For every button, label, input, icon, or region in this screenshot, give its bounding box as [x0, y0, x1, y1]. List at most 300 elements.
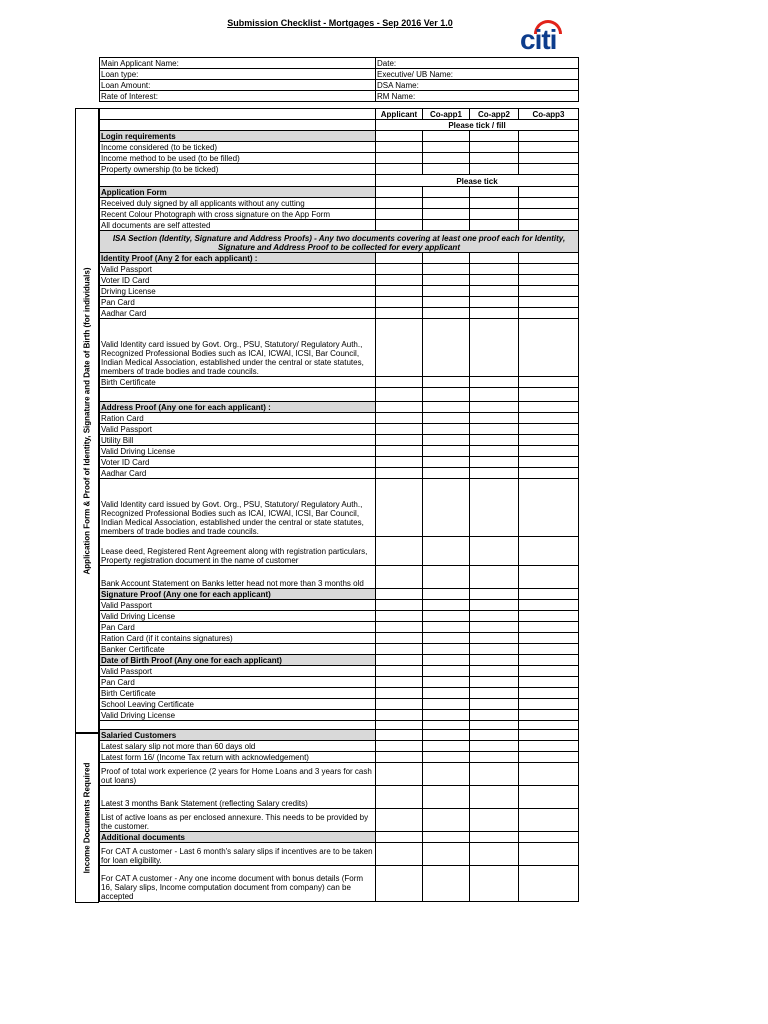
tick-box[interactable] [376, 153, 423, 164]
checklist-item: Voter ID Card [100, 275, 376, 286]
checklist-row [100, 388, 579, 402]
column-header: Co-app1 [423, 109, 470, 120]
tick-box[interactable] [376, 457, 423, 468]
tick-box[interactable] [376, 832, 423, 843]
checklist-item: For CAT A customer - Any one income document with bonus details (Form 16, Salary slips, Income computation document from company) can be accepted [100, 866, 376, 902]
tick-box[interactable] [376, 446, 423, 457]
blank-cell [100, 109, 376, 120]
tick-box[interactable] [519, 153, 579, 164]
tick-box[interactable] [376, 866, 423, 902]
tick-box[interactable] [470, 297, 519, 308]
tick-box[interactable] [519, 308, 579, 319]
tick-box[interactable] [423, 413, 470, 424]
checklist-row [100, 752, 579, 763]
tick-box[interactable] [519, 142, 579, 153]
tick-box[interactable] [423, 275, 470, 286]
tick-box[interactable] [376, 435, 423, 446]
tick-box[interactable] [470, 131, 519, 142]
checklist-row [100, 622, 579, 633]
tick-box[interactable] [519, 655, 579, 666]
tick-box[interactable] [470, 786, 519, 809]
checklist-item: Valid Driving License [100, 446, 376, 457]
checklist-item: Valid Identity card issued by Govt. Org., PSU, Statutory/ Regulatory Auth., Recognized Professional Bodies such as ICAI, ICWAI, ICSI, Bar Council, Indian Medical Association, established under the central or state statutes, members of trade bodies and trade councils. [100, 319, 376, 377]
checklist-item: Pan Card [100, 297, 376, 308]
checklist-item: Ration Card (if it contains signatures) [100, 633, 376, 644]
section-heading-row [100, 402, 579, 413]
tick-box[interactable] [423, 843, 470, 866]
tick-box[interactable] [470, 142, 519, 153]
tick-box[interactable] [376, 253, 423, 264]
tick-box[interactable] [376, 131, 423, 142]
checklist-item: Pan Card [100, 622, 376, 633]
tick-box[interactable] [470, 688, 519, 699]
tick-box[interactable] [376, 752, 423, 763]
tick-box[interactable] [519, 644, 579, 655]
checklist-item: List of active loans as per enclosed annexure. This needs to be provided by the customer. [100, 809, 376, 832]
tick-box[interactable] [519, 468, 579, 479]
tick-box[interactable] [470, 741, 519, 752]
tick-box[interactable] [376, 468, 423, 479]
blank-cell [100, 120, 376, 131]
checklist-row [100, 633, 579, 644]
isa-section-row [100, 231, 579, 253]
checklist-row [100, 763, 579, 786]
tick-box[interactable] [470, 622, 519, 633]
tick-box[interactable] [423, 198, 470, 209]
tick-box[interactable] [376, 809, 423, 832]
tick-box[interactable] [470, 763, 519, 786]
tick-box[interactable] [519, 446, 579, 457]
tick-box[interactable] [519, 721, 579, 730]
tick-box[interactable] [376, 666, 423, 677]
section-heading: Additional documents [100, 832, 376, 843]
tick-box[interactable] [470, 710, 519, 721]
tick-box[interactable] [470, 677, 519, 688]
checklist-item [100, 388, 376, 402]
tick-box[interactable] [470, 164, 519, 175]
tick-box[interactable] [519, 688, 579, 699]
checklist-item: Driving License [100, 286, 376, 297]
tick-box[interactable] [423, 741, 470, 752]
section-heading: Date of Birth Proof (Any one for each applicant) [100, 655, 376, 666]
tick-box[interactable] [519, 457, 579, 468]
tick-box[interactable] [376, 622, 423, 633]
checklist-item: Bank Account Statement on Banks letter head not more than 3 months old [100, 566, 376, 589]
tick-box[interactable] [376, 730, 423, 741]
tick-box[interactable] [376, 275, 423, 286]
tick-box[interactable] [423, 763, 470, 786]
checklist-item: Valid Driving License [100, 710, 376, 721]
tick-box[interactable] [376, 308, 423, 319]
tick-box[interactable] [470, 655, 519, 666]
please-tick-fill-row [100, 120, 579, 131]
tick-box[interactable] [519, 566, 579, 589]
tick-box[interactable] [423, 752, 470, 763]
tick-box[interactable] [519, 164, 579, 175]
checklist-item: Aadhar Card [100, 308, 376, 319]
checklist-row [100, 275, 579, 286]
tick-box[interactable] [519, 388, 579, 402]
checklist-row [100, 699, 579, 710]
tick-box[interactable] [423, 377, 470, 388]
header-field[interactable]: Rate of Interest: [100, 91, 376, 102]
tick-box[interactable] [423, 600, 470, 611]
tick-box[interactable] [376, 388, 423, 402]
side-label-income-text: Income Documents Required [82, 762, 92, 874]
checklist-item: Latest 3 months Bank Statement (reflecting Salary credits) [100, 786, 376, 809]
checklist-row [100, 413, 579, 424]
tick-box[interactable] [423, 297, 470, 308]
header-field[interactable]: DSA Name: [376, 80, 579, 91]
tick-box[interactable] [423, 457, 470, 468]
side-label-application-text: Application Form & Proof of Identity, Signature and Date of Birth (for individuals) [82, 267, 92, 574]
checklist-row [100, 600, 579, 611]
tick-box[interactable] [519, 537, 579, 566]
tick-box[interactable] [470, 666, 519, 677]
tick-box[interactable] [376, 142, 423, 153]
tick-box[interactable] [470, 446, 519, 457]
tick-box[interactable] [470, 633, 519, 644]
tick-box[interactable] [519, 220, 579, 231]
checklist-row [100, 457, 579, 468]
tick-box[interactable] [376, 710, 423, 721]
tick-box[interactable] [423, 644, 470, 655]
tick-box[interactable] [470, 209, 519, 220]
tick-box[interactable] [376, 402, 423, 413]
checklist-row [100, 644, 579, 655]
column-header-row [100, 109, 579, 120]
please-tick-row [100, 175, 579, 187]
tick-box[interactable] [470, 264, 519, 275]
tick-box[interactable] [470, 377, 519, 388]
tick-box[interactable] [423, 164, 470, 175]
checklist-row [100, 611, 579, 622]
tick-box[interactable] [423, 611, 470, 622]
tick-box[interactable] [423, 187, 470, 198]
checklist-item [100, 721, 376, 730]
tick-box[interactable] [519, 809, 579, 832]
checklist-item: Banker Certificate [100, 644, 376, 655]
tick-box[interactable] [470, 721, 519, 730]
citi-logo [520, 20, 572, 54]
tick-box[interactable] [519, 377, 579, 388]
tick-box[interactable] [423, 253, 470, 264]
checklist-row [100, 319, 579, 377]
tick-box[interactable] [376, 479, 423, 537]
column-header: Co-app2 [470, 109, 519, 120]
tick-box[interactable] [519, 741, 579, 752]
checklist-item: Lease deed, Registered Rent Agreement along with registration particulars, Property registration document in the name of customer [100, 537, 376, 566]
section-heading-row [100, 832, 579, 843]
tick-box[interactable] [423, 308, 470, 319]
tick-box[interactable] [470, 308, 519, 319]
tick-box[interactable] [519, 763, 579, 786]
tick-box[interactable] [470, 809, 519, 832]
tick-box[interactable] [470, 253, 519, 264]
tick-box[interactable] [376, 644, 423, 655]
tick-box[interactable] [423, 388, 470, 402]
tick-box[interactable] [519, 730, 579, 741]
tick-box[interactable] [470, 220, 519, 231]
section-heading-row [100, 589, 579, 600]
section-heading: Signature Proof (Any one for each applicant) [100, 589, 376, 600]
tick-box[interactable] [423, 710, 470, 721]
tick-box[interactable] [376, 424, 423, 435]
checklist-item: Latest form 16/ (Income Tax return with acknowledgement) [100, 752, 376, 763]
tick-box[interactable] [470, 479, 519, 537]
checklist-row [100, 721, 579, 730]
tick-box[interactable] [470, 611, 519, 622]
tick-box[interactable] [423, 435, 470, 446]
tick-box[interactable] [470, 286, 519, 297]
tick-box[interactable] [519, 275, 579, 286]
checklist-item: Proof of total work experience (2 years for Home Loans and 3 years for cash out loans) [100, 763, 376, 786]
checklist-row [100, 142, 579, 153]
tick-box[interactable] [376, 286, 423, 297]
checklist-row [100, 220, 579, 231]
tick-box[interactable] [519, 843, 579, 866]
tick-box[interactable] [376, 843, 423, 866]
checklist-item: Valid Identity card issued by Govt. Org., PSU, Statutory/ Regulatory Auth., Recognized Professional Bodies such as ICAI, ICWAI, ICSI, Bar Council, Indian Medical Association, established under the central or state statutes, members of trade bodies and trade councils. [100, 479, 376, 537]
tick-box[interactable] [376, 164, 423, 175]
tick-box[interactable] [470, 832, 519, 843]
tick-box[interactable] [519, 832, 579, 843]
checklist-item: Income method to be used (to be filled) [100, 153, 376, 164]
tick-box[interactable] [423, 622, 470, 633]
tick-box[interactable] [470, 468, 519, 479]
tick-box[interactable] [470, 843, 519, 866]
checklist-item: Birth Certificate [100, 377, 376, 388]
checklist-row [100, 468, 579, 479]
header-row [100, 91, 579, 102]
checklist-row [100, 264, 579, 275]
tick-box[interactable] [519, 187, 579, 198]
section-heading: Identity Proof (Any 2 for each applicant) : [100, 253, 376, 264]
tick-box[interactable] [423, 566, 470, 589]
tick-box[interactable] [376, 566, 423, 589]
tick-box[interactable] [423, 730, 470, 741]
checklist-item: Aadhar Card [100, 468, 376, 479]
tick-box[interactable] [423, 468, 470, 479]
tick-box[interactable] [519, 209, 579, 220]
page-title: Submission Checklist - Mortgages - Sep 2016 Ver 1.0 [227, 18, 453, 28]
blank-cell [100, 175, 376, 187]
tick-box[interactable] [470, 413, 519, 424]
tick-box[interactable] [519, 622, 579, 633]
tick-box[interactable] [376, 297, 423, 308]
tick-box[interactable] [423, 866, 470, 902]
tick-box[interactable] [376, 413, 423, 424]
tick-box[interactable] [423, 537, 470, 566]
header-field[interactable]: Loan type: [100, 69, 376, 80]
tick-box[interactable] [519, 198, 579, 209]
tick-box[interactable] [519, 131, 579, 142]
tick-box[interactable] [519, 611, 579, 622]
checklist-row [100, 209, 579, 220]
checklist-item: Property ownership (to be ticked) [100, 164, 376, 175]
checklist-row [100, 446, 579, 457]
header-row [100, 69, 579, 80]
checklist-row [100, 153, 579, 164]
tick-box[interactable] [423, 220, 470, 231]
tick-box[interactable] [423, 424, 470, 435]
tick-box[interactable] [519, 666, 579, 677]
tick-box[interactable] [376, 220, 423, 231]
side-label-income [75, 733, 99, 903]
tick-box[interactable] [470, 537, 519, 566]
header-field[interactable]: RM Name: [376, 91, 579, 102]
tick-box[interactable] [423, 131, 470, 142]
tick-box[interactable] [470, 388, 519, 402]
tick-box[interactable] [519, 866, 579, 902]
section-heading-row [100, 655, 579, 666]
checklist-item: Valid Passport [100, 600, 376, 611]
tick-box[interactable] [376, 677, 423, 688]
checklist-row [100, 843, 579, 866]
tick-box[interactable] [376, 786, 423, 809]
tick-box[interactable] [376, 763, 423, 786]
tick-box[interactable] [470, 457, 519, 468]
tick-box[interactable] [519, 479, 579, 537]
tick-box[interactable] [423, 142, 470, 153]
checklist-row [100, 308, 579, 319]
tick-box[interactable] [376, 600, 423, 611]
tick-box[interactable] [376, 699, 423, 710]
tick-box[interactable] [376, 611, 423, 622]
tick-box[interactable] [376, 721, 423, 730]
tick-box[interactable] [423, 832, 470, 843]
tick-box[interactable] [519, 786, 579, 809]
checklist-row [100, 424, 579, 435]
header-field[interactable]: Loan Amount: [100, 80, 376, 91]
tick-box[interactable] [376, 655, 423, 666]
side-label-application [75, 108, 99, 733]
tick-box[interactable] [519, 589, 579, 600]
checklist-item: Valid Passport [100, 264, 376, 275]
tick-box[interactable] [423, 153, 470, 164]
checklist-row [100, 164, 579, 175]
citi-wordmark: citi [520, 24, 557, 55]
tick-box[interactable] [470, 752, 519, 763]
tick-box[interactable] [376, 537, 423, 566]
tick-box[interactable] [519, 600, 579, 611]
checklist-item: Latest salary slip not more than 60 days old [100, 741, 376, 752]
header-field[interactable]: Main Applicant Name: [100, 58, 376, 69]
tick-box[interactable] [470, 589, 519, 600]
tick-box[interactable] [423, 721, 470, 730]
tick-box[interactable] [519, 413, 579, 424]
checklist-row [100, 537, 579, 566]
tick-box[interactable] [423, 677, 470, 688]
tick-box[interactable] [423, 479, 470, 537]
tick-box[interactable] [423, 666, 470, 677]
tick-box[interactable] [519, 752, 579, 763]
tick-box[interactable] [519, 633, 579, 644]
tick-box[interactable] [470, 187, 519, 198]
checklist-row [100, 809, 579, 832]
tick-box[interactable] [423, 209, 470, 220]
tick-box[interactable] [423, 655, 470, 666]
tick-box[interactable] [519, 699, 579, 710]
tick-box[interactable] [376, 319, 423, 377]
tick-box[interactable] [519, 402, 579, 413]
instruction-label: Please tick [376, 175, 579, 187]
tick-box[interactable] [423, 286, 470, 297]
tick-box[interactable] [423, 786, 470, 809]
tick-box[interactable] [423, 688, 470, 699]
instruction-label: Please tick / fill [376, 120, 579, 131]
tick-box[interactable] [470, 866, 519, 902]
tick-box[interactable] [423, 319, 470, 377]
tick-box[interactable] [470, 644, 519, 655]
tick-box[interactable] [470, 424, 519, 435]
tick-box[interactable] [376, 741, 423, 752]
tick-box[interactable] [519, 677, 579, 688]
tick-box[interactable] [376, 377, 423, 388]
tick-box[interactable] [470, 198, 519, 209]
tick-box[interactable] [423, 446, 470, 457]
checklist-item: For CAT A customer - Last 6 month's salary slips if incentives are to be taken for loan eligibility. [100, 843, 376, 866]
section-heading-row [100, 730, 579, 741]
header-field[interactable]: Executive/ UB Name: [376, 69, 579, 80]
tick-box[interactable] [376, 688, 423, 699]
tick-box[interactable] [519, 253, 579, 264]
checklist-row [100, 741, 579, 752]
tick-box[interactable] [470, 566, 519, 589]
tick-box[interactable] [423, 633, 470, 644]
tick-box[interactable] [519, 319, 579, 377]
column-header: Applicant [376, 109, 423, 120]
section-heading-row [100, 131, 579, 142]
checklist-item: Valid Passport [100, 424, 376, 435]
tick-box[interactable] [470, 153, 519, 164]
tick-box[interactable] [470, 402, 519, 413]
tick-box[interactable] [470, 275, 519, 286]
checklist-row [100, 297, 579, 308]
tick-box[interactable] [423, 402, 470, 413]
tick-box[interactable] [519, 286, 579, 297]
tick-box[interactable] [519, 435, 579, 446]
tick-box[interactable] [470, 699, 519, 710]
header-field[interactable]: Date: [376, 58, 579, 69]
tick-box[interactable] [423, 264, 470, 275]
tick-box[interactable] [423, 699, 470, 710]
tick-box[interactable] [376, 264, 423, 275]
tick-box[interactable] [519, 424, 579, 435]
checklist-item: Ration Card [100, 413, 376, 424]
tick-box[interactable] [470, 435, 519, 446]
tick-box[interactable] [376, 589, 423, 600]
applicant-details-table [99, 57, 579, 102]
tick-box[interactable] [470, 600, 519, 611]
tick-box[interactable] [470, 319, 519, 377]
tick-box[interactable] [470, 730, 519, 741]
tick-box[interactable] [376, 187, 423, 198]
checklist-item: Valid Driving License [100, 611, 376, 622]
tick-box[interactable] [376, 198, 423, 209]
tick-box[interactable] [423, 589, 470, 600]
tick-box[interactable] [519, 297, 579, 308]
tick-box[interactable] [376, 209, 423, 220]
checklist-item: Birth Certificate [100, 688, 376, 699]
tick-box[interactable] [519, 264, 579, 275]
tick-box[interactable] [519, 710, 579, 721]
tick-box[interactable] [423, 809, 470, 832]
isa-section-note: ISA Section (Identity, Signature and Address Proofs) - Any two documents covering at least one proof each for Identity, Signature and Address Proof to be collected for every applicant [100, 231, 579, 253]
tick-box[interactable] [376, 633, 423, 644]
checklist-row [100, 866, 579, 902]
checklist-table [99, 108, 579, 902]
